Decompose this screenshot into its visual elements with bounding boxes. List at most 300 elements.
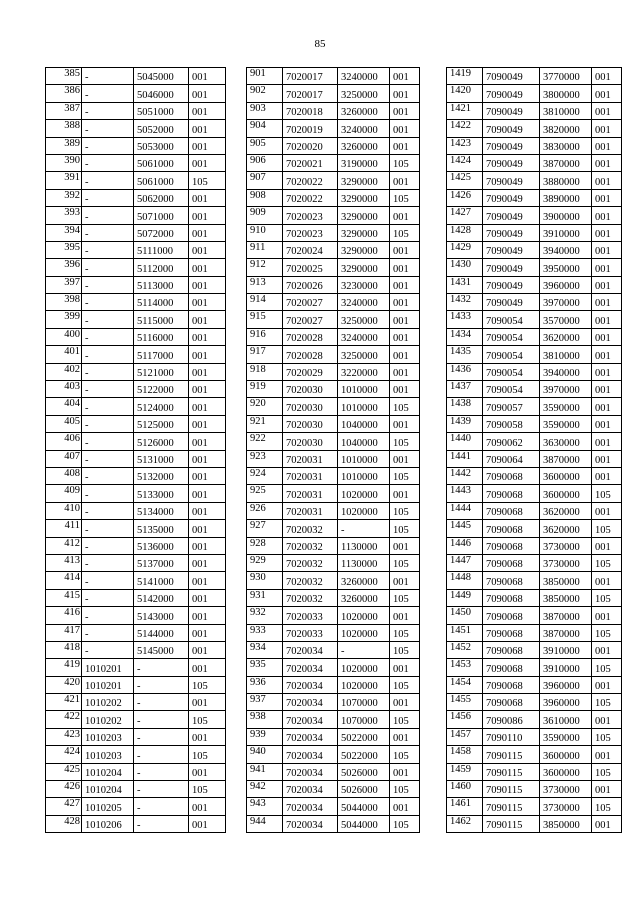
code-c-cell: 001 (390, 259, 420, 276)
code-c-cell: 001 (592, 415, 622, 432)
code-b-cell: 5133000 (134, 485, 189, 502)
code-a-cell: 7090115 (483, 815, 540, 832)
row-number-cell: 1432 (447, 294, 483, 311)
row-number-cell: 417 (46, 624, 82, 641)
code-c-cell: 001 (592, 137, 622, 154)
code-c-cell: 001 (189, 450, 226, 467)
code-c-cell: 001 (189, 224, 226, 241)
code-a-cell: - (82, 520, 134, 537)
row-number-cell: 922 (247, 433, 283, 450)
code-c-cell: 001 (592, 746, 622, 763)
code-c-cell: 105 (390, 711, 420, 728)
code-a-cell: 7020023 (283, 224, 338, 241)
row-number-cell: 407 (46, 450, 82, 467)
code-b-cell: 5124000 (134, 398, 189, 415)
row-number-cell: 1443 (447, 485, 483, 502)
code-c-cell: 001 (592, 68, 622, 85)
table-body (46, 68, 226, 833)
table-row (247, 676, 420, 693)
row-number-cell: 1419 (447, 68, 483, 85)
code-a-cell: 7020034 (283, 798, 338, 815)
row-number-cell: 932 (247, 607, 283, 624)
code-a-cell: 7090068 (483, 467, 540, 484)
code-b-cell: 5144000 (134, 624, 189, 641)
code-a-cell: 7020029 (283, 363, 338, 380)
code-a-cell: 7020032 (283, 589, 338, 606)
code-b-cell: 5044000 (338, 815, 390, 832)
row-number-cell: 1437 (447, 381, 483, 398)
code-c-cell: 001 (592, 259, 622, 276)
table-row (46, 224, 226, 241)
code-b-cell: 5143000 (134, 607, 189, 624)
code-c-cell: 001 (390, 241, 420, 258)
code-b-cell: 3730000 (540, 781, 592, 798)
code-c-cell: 001 (189, 102, 226, 119)
table-row (46, 259, 226, 276)
row-number-cell: 415 (46, 589, 82, 606)
code-b-cell: 3900000 (540, 207, 592, 224)
code-c-cell: 001 (592, 328, 622, 345)
table-row (447, 311, 622, 328)
code-b-cell: 3870000 (540, 154, 592, 171)
code-a-cell: 7020027 (283, 311, 338, 328)
code-c-cell: 001 (390, 137, 420, 154)
code-a-cell: 7020031 (283, 450, 338, 467)
row-number-cell: 911 (247, 241, 283, 258)
code-b-cell: 3830000 (540, 137, 592, 154)
table-row (46, 798, 226, 815)
code-c-cell: 105 (390, 502, 420, 519)
code-a-cell: 7020031 (283, 502, 338, 519)
row-number-cell: 1440 (447, 433, 483, 450)
table-body (447, 68, 622, 833)
code-c-cell: 001 (592, 433, 622, 450)
code-c-cell: 001 (592, 363, 622, 380)
code-a-cell: 7090049 (483, 224, 540, 241)
row-number-cell: 921 (247, 415, 283, 432)
row-number-cell: 1433 (447, 311, 483, 328)
row-number-cell: 903 (247, 102, 283, 119)
code-a-cell: 7020032 (283, 554, 338, 571)
code-a-cell: - (82, 189, 134, 206)
code-b-cell: 3570000 (540, 311, 592, 328)
code-a-cell: 7090049 (483, 154, 540, 171)
code-c-cell: 001 (592, 537, 622, 554)
code-a-cell: - (82, 85, 134, 102)
row-number-cell: 398 (46, 294, 82, 311)
code-b-cell: 5061000 (134, 172, 189, 189)
code-c-cell: 001 (592, 241, 622, 258)
code-a-cell: 1010205 (82, 798, 134, 815)
code-c-cell: 001 (390, 763, 420, 780)
row-number-cell: 938 (247, 711, 283, 728)
code-c-cell: 001 (390, 728, 420, 745)
code-b-cell: 3880000 (540, 172, 592, 189)
code-b-cell: 3590000 (540, 398, 592, 415)
code-a-cell: 7020033 (283, 624, 338, 641)
code-c-cell: 001 (390, 328, 420, 345)
code-c-cell: 001 (390, 68, 420, 85)
row-number-cell: 1457 (447, 728, 483, 745)
code-a-cell: 7090054 (483, 381, 540, 398)
table-body (247, 68, 420, 833)
code-a-cell: 7090049 (483, 294, 540, 311)
code-b-cell: 5122000 (134, 381, 189, 398)
row-number-cell: 925 (247, 485, 283, 502)
code-c-cell: 001 (189, 363, 226, 380)
code-a-cell: 1010206 (82, 815, 134, 832)
code-b-cell: 3590000 (540, 415, 592, 432)
table-row (447, 537, 622, 554)
code-a-cell: 7020030 (283, 415, 338, 432)
table-row (447, 381, 622, 398)
table-row (46, 137, 226, 154)
table-row (447, 259, 622, 276)
code-c-cell: 001 (390, 363, 420, 380)
table-row (447, 294, 622, 311)
code-a-cell: 7090068 (483, 554, 540, 571)
table-row (46, 450, 226, 467)
row-number-cell: 913 (247, 276, 283, 293)
row-number-cell: 414 (46, 572, 82, 589)
row-number-cell: 393 (46, 207, 82, 224)
row-number-cell: 426 (46, 781, 82, 798)
code-b-cell: 5071000 (134, 207, 189, 224)
code-c-cell: 001 (189, 659, 226, 676)
code-c-cell: 105 (592, 694, 622, 711)
code-c-cell: 105 (390, 467, 420, 484)
table-row (46, 398, 226, 415)
code-b-cell: 3590000 (540, 728, 592, 745)
code-b-cell: 3630000 (540, 433, 592, 450)
code-a-cell: 7020033 (283, 607, 338, 624)
table-row (447, 328, 622, 345)
table-row (447, 172, 622, 189)
code-a-cell: 7020034 (283, 694, 338, 711)
code-b-cell: 1020000 (338, 485, 390, 502)
table-row (247, 154, 420, 171)
table-row (46, 154, 226, 171)
table-row (46, 554, 226, 571)
code-b-cell: 1010000 (338, 381, 390, 398)
table-row (247, 711, 420, 728)
row-number-cell: 906 (247, 154, 283, 171)
code-c-cell: 001 (592, 381, 622, 398)
code-a-cell: 7090049 (483, 68, 540, 85)
table-row (46, 120, 226, 137)
code-b-cell: 5136000 (134, 537, 189, 554)
table-row (247, 798, 420, 815)
row-number-cell: 1429 (447, 241, 483, 258)
code-b-cell: 1130000 (338, 554, 390, 571)
code-c-cell: 001 (592, 450, 622, 467)
code-c-cell: 105 (592, 520, 622, 537)
table-row (46, 728, 226, 745)
table-row (46, 711, 226, 728)
table-row (447, 276, 622, 293)
code-a-cell: 7020028 (283, 346, 338, 363)
code-b-cell: 3600000 (540, 467, 592, 484)
code-b-cell: 3730000 (540, 554, 592, 571)
code-b-cell: 3820000 (540, 120, 592, 137)
table-row (46, 589, 226, 606)
row-number-cell: 390 (46, 154, 82, 171)
code-a-cell: - (82, 154, 134, 171)
table-row (247, 224, 420, 241)
code-c-cell: 001 (189, 485, 226, 502)
row-number-cell: 395 (46, 241, 82, 258)
table-row (46, 641, 226, 658)
code-a-cell: 7090049 (483, 207, 540, 224)
code-a-cell: 7020028 (283, 328, 338, 345)
table-row (46, 520, 226, 537)
code-c-cell: 001 (592, 676, 622, 693)
code-c-cell: 105 (390, 224, 420, 241)
code-c-cell: 001 (592, 467, 622, 484)
code-a-cell: - (82, 537, 134, 554)
table-row (247, 120, 420, 137)
row-number-cell: 1422 (447, 120, 483, 137)
code-b-cell: 3870000 (540, 450, 592, 467)
code-c-cell: 001 (592, 207, 622, 224)
code-b-cell: 3960000 (540, 676, 592, 693)
table-row (46, 294, 226, 311)
code-b-cell: 1040000 (338, 415, 390, 432)
row-number-cell: 403 (46, 381, 82, 398)
row-number-cell: 405 (46, 415, 82, 432)
table-row (447, 641, 622, 658)
table-row (247, 328, 420, 345)
code-a-cell: - (82, 572, 134, 589)
code-b-cell: 5113000 (134, 276, 189, 293)
row-number-cell: 902 (247, 85, 283, 102)
table-row (247, 276, 420, 293)
row-number-cell: 936 (247, 676, 283, 693)
table-row (447, 85, 622, 102)
row-number-cell: 944 (247, 815, 283, 832)
code-c-cell: 001 (592, 172, 622, 189)
code-a-cell: 7090110 (483, 728, 540, 745)
code-a-cell: - (82, 485, 134, 502)
row-number-cell: 419 (46, 659, 82, 676)
code-a-cell: 7020018 (283, 102, 338, 119)
row-number-cell: 924 (247, 467, 283, 484)
row-number-cell: 939 (247, 728, 283, 745)
code-b-cell: 5026000 (338, 763, 390, 780)
row-number-cell: 1458 (447, 746, 483, 763)
code-c-cell: 105 (592, 728, 622, 745)
table-row (247, 815, 420, 832)
code-b-cell: 3970000 (540, 381, 592, 398)
code-a-cell: 1010203 (82, 728, 134, 745)
page-number: 85 (314, 38, 326, 50)
code-b-cell: 5052000 (134, 120, 189, 137)
row-number-cell: 424 (46, 746, 82, 763)
code-a-cell: - (82, 259, 134, 276)
table-row (247, 85, 420, 102)
code-b-cell: - (134, 694, 189, 711)
table-row (447, 728, 622, 745)
table-row (447, 241, 622, 258)
code-b-cell: 5134000 (134, 502, 189, 519)
table-row (447, 554, 622, 571)
code-b-cell: 3290000 (338, 172, 390, 189)
code-b-cell: 5072000 (134, 224, 189, 241)
code-b-cell: 5117000 (134, 346, 189, 363)
row-number-cell: 1444 (447, 502, 483, 519)
code-b-cell: 1070000 (338, 694, 390, 711)
row-number-cell: 427 (46, 798, 82, 815)
row-number-cell: 917 (247, 346, 283, 363)
code-c-cell: 001 (390, 207, 420, 224)
code-a-cell: 7020034 (283, 781, 338, 798)
row-number-cell: 1423 (447, 137, 483, 154)
row-number-cell: 1441 (447, 450, 483, 467)
table-column-2 (246, 67, 420, 833)
table-row (46, 311, 226, 328)
code-a-cell: 7090068 (483, 589, 540, 606)
table-row (247, 589, 420, 606)
code-c-cell: 001 (390, 311, 420, 328)
code-a-cell: - (82, 276, 134, 293)
code-c-cell: 105 (390, 641, 420, 658)
table-row (247, 415, 420, 432)
table-row (447, 711, 622, 728)
code-c-cell: 001 (189, 694, 226, 711)
row-number-cell: 931 (247, 589, 283, 606)
table-row (46, 607, 226, 624)
row-number-cell: 1452 (447, 641, 483, 658)
row-number-cell: 400 (46, 328, 82, 345)
code-a-cell: 7020034 (283, 746, 338, 763)
code-b-cell: 3970000 (540, 294, 592, 311)
code-c-cell: 001 (390, 102, 420, 119)
code-b-cell: 3850000 (540, 589, 592, 606)
table-row (447, 346, 622, 363)
code-b-cell: 3730000 (540, 537, 592, 554)
code-c-cell: 001 (189, 607, 226, 624)
code-b-cell: 5022000 (338, 728, 390, 745)
row-number-cell: 425 (46, 763, 82, 780)
code-c-cell: 001 (390, 537, 420, 554)
table-row (46, 328, 226, 345)
code-b-cell: 5022000 (338, 746, 390, 763)
code-c-cell: 001 (592, 311, 622, 328)
code-b-cell: 3850000 (540, 572, 592, 589)
code-b-cell: 3260000 (338, 589, 390, 606)
code-a-cell: - (82, 224, 134, 241)
code-a-cell: 7020019 (283, 120, 338, 137)
code-c-cell: 001 (189, 241, 226, 258)
code-a-cell: 7020031 (283, 467, 338, 484)
row-number-cell: 1460 (447, 781, 483, 798)
code-c-cell: 001 (189, 276, 226, 293)
table-row (46, 207, 226, 224)
code-a-cell: 7090068 (483, 676, 540, 693)
table-row (46, 746, 226, 763)
row-number-cell: 428 (46, 815, 82, 832)
code-c-cell: 001 (189, 728, 226, 745)
row-number-cell: 385 (46, 68, 82, 85)
row-number-cell: 1438 (447, 398, 483, 415)
code-b-cell: 1130000 (338, 537, 390, 554)
table-row (46, 189, 226, 206)
code-a-cell: - (82, 381, 134, 398)
table-row (46, 346, 226, 363)
code-c-cell: 001 (390, 172, 420, 189)
row-number-cell: 1449 (447, 589, 483, 606)
code-b-cell: 3240000 (338, 328, 390, 345)
code-c-cell: 001 (592, 189, 622, 206)
code-c-cell: 001 (189, 120, 226, 137)
code-b-cell: 3240000 (338, 120, 390, 137)
table-row (447, 120, 622, 137)
code-a-cell: 7090068 (483, 607, 540, 624)
code-b-cell: 3260000 (338, 572, 390, 589)
code-b-cell: - (338, 520, 390, 537)
row-number-cell: 942 (247, 781, 283, 798)
table-row (247, 746, 420, 763)
code-a-cell: 7090115 (483, 781, 540, 798)
table-row (447, 607, 622, 624)
table-row (46, 172, 226, 189)
code-a-cell: 7020022 (283, 189, 338, 206)
code-b-cell: 1070000 (338, 711, 390, 728)
row-number-cell: 1431 (447, 276, 483, 293)
table-row (247, 728, 420, 745)
code-a-cell: 7020031 (283, 485, 338, 502)
table-row (447, 659, 622, 676)
code-b-cell: 5142000 (134, 589, 189, 606)
table-row (447, 450, 622, 467)
table-row (447, 137, 622, 154)
code-c-cell: 001 (592, 224, 622, 241)
code-b-cell: - (134, 728, 189, 745)
table-row (247, 189, 420, 206)
code-c-cell: 001 (189, 798, 226, 815)
code-c-cell: 001 (189, 624, 226, 641)
code-b-cell: 3620000 (540, 520, 592, 537)
code-a-cell: 1010204 (82, 763, 134, 780)
code-a-cell: 7090049 (483, 259, 540, 276)
code-b-cell: 3950000 (540, 259, 592, 276)
table-row (247, 259, 420, 276)
row-number-cell: 919 (247, 381, 283, 398)
code-a-cell: 7090068 (483, 659, 540, 676)
code-b-cell: 5145000 (134, 641, 189, 658)
code-b-cell: 3620000 (540, 502, 592, 519)
row-number-cell: 423 (46, 728, 82, 745)
code-c-cell: 105 (390, 398, 420, 415)
code-b-cell: 3730000 (540, 798, 592, 815)
code-b-cell: 3850000 (540, 815, 592, 832)
code-c-cell: 001 (189, 641, 226, 658)
code-b-cell: - (134, 763, 189, 780)
code-b-cell: 5053000 (134, 137, 189, 154)
table-row (46, 537, 226, 554)
table-row (447, 624, 622, 641)
row-number-cell: 1459 (447, 763, 483, 780)
table-row (46, 467, 226, 484)
code-b-cell: 5115000 (134, 311, 189, 328)
code-c-cell: 001 (390, 607, 420, 624)
row-number-cell: 388 (46, 120, 82, 137)
table-row (247, 311, 420, 328)
table-row (46, 815, 226, 832)
code-a-cell: 7090062 (483, 433, 540, 450)
row-number-cell: 935 (247, 659, 283, 676)
code-a-cell: 7090068 (483, 485, 540, 502)
